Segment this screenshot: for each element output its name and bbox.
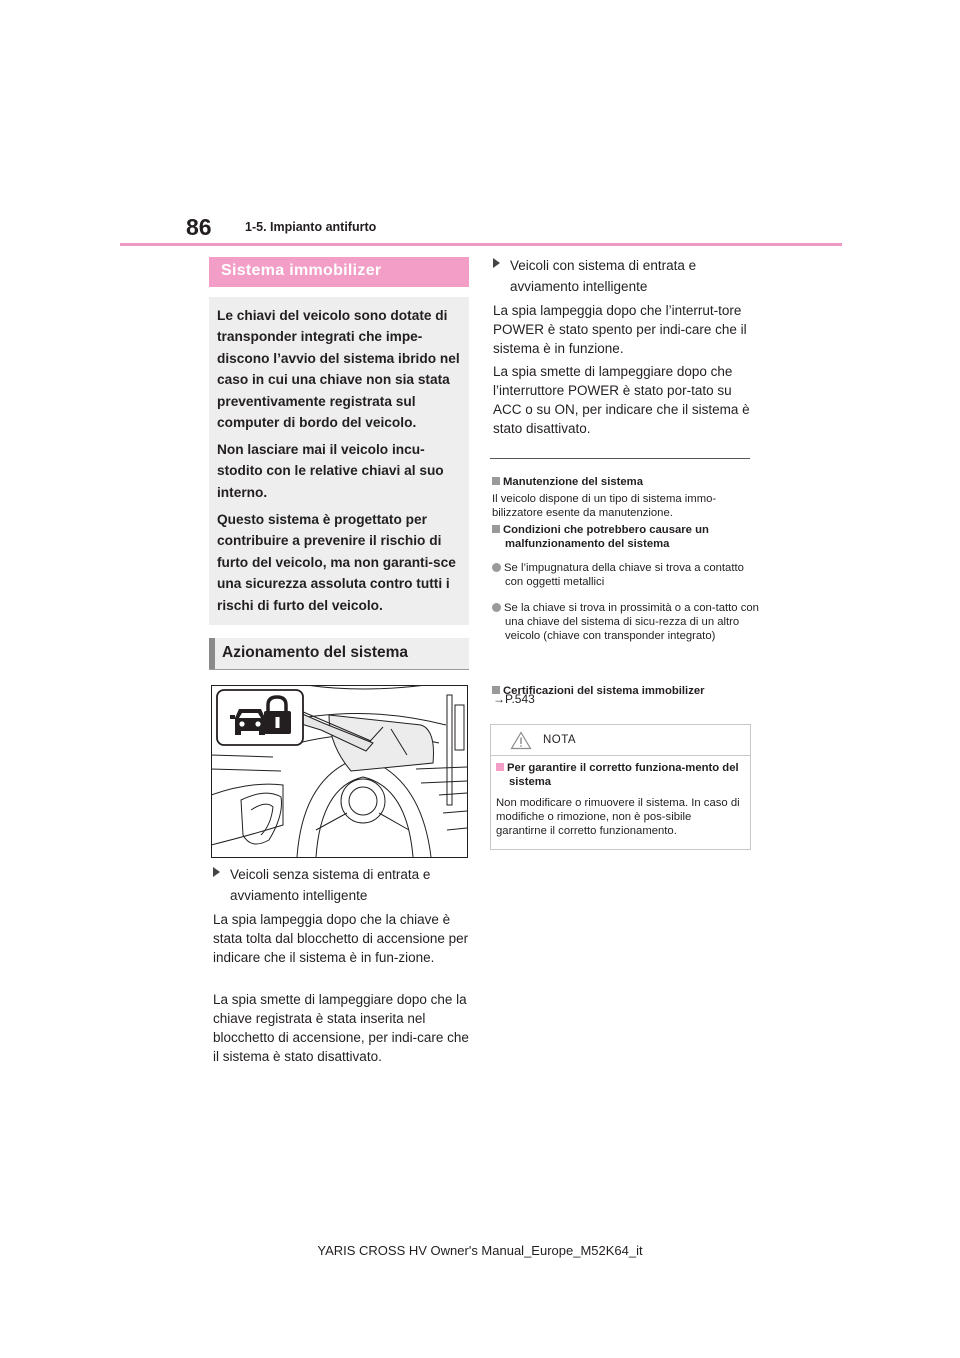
triangle-bullet-icon bbox=[213, 867, 220, 877]
intro-paragraph: Le chiavi del veicolo sono dotate di transponder integrati che impe-discono l’avvio del sistema ibrido nel caso in cui una chiave non sia stata preventivamente registrata sul computer di bordo del veicolo. bbox=[217, 308, 460, 431]
nota-label: NOTA bbox=[543, 734, 577, 746]
note-heading: Certificazioni del sistema immobilizer bbox=[492, 684, 750, 698]
square-bullet-icon bbox=[496, 763, 504, 771]
note-item: Se l’impugnatura della chiave si trova a contatto con oggetti metallici bbox=[492, 561, 763, 589]
note-heading: Condizioni che potrebbero causare un malfunzionamento del sistema bbox=[492, 523, 763, 551]
nota-title: Per garantire il corretto funziona-mento del sistema bbox=[496, 761, 757, 789]
square-bullet-icon bbox=[492, 525, 500, 533]
paragraph: La spia lampeggia dopo che la chiave è stata tolta dal blocchetto di accensione per indicare che il sistema è in fun-zione. bbox=[213, 912, 469, 965]
paragraph: La spia smette di lampeggiare dopo che l’interruttore POWER è stato por-tato su ACC o su ON, per indicare che il sistema è stato disattivato. bbox=[493, 364, 750, 436]
header-divider bbox=[120, 243, 842, 246]
circle-bullet-icon bbox=[492, 563, 501, 572]
dashboard-illustration bbox=[211, 685, 468, 858]
note-heading: Manutenzione del sistema bbox=[492, 475, 750, 489]
page-reference-link[interactable]: →P.543 bbox=[493, 692, 535, 706]
chapter-title: 1-5. Impianto antifurto bbox=[245, 220, 377, 234]
page-number: 86 bbox=[186, 214, 212, 240]
intro-box bbox=[209, 297, 469, 625]
square-bullet-icon bbox=[492, 477, 500, 485]
footer-text: YARIS CROSS HV Owner's Manual_Europe_M52K64_it bbox=[317, 1243, 643, 1258]
heading-accent-bar bbox=[209, 638, 215, 669]
nota-text: Non modificare o rimuovere il sistema. In caso di modifiche o rimozione, non è pos-sibile garantirne il corretto funzionamento. bbox=[496, 797, 740, 837]
variant-label: Veicoli con sistema di entrata e avviamento intelligente bbox=[493, 255, 753, 297]
paragraph: La spia lampeggia dopo che l’interrut-tore POWER è stato spento per indi-care che il sistema è in funzione. bbox=[493, 303, 747, 356]
triangle-bullet-icon bbox=[493, 258, 500, 268]
nota-box bbox=[490, 724, 751, 850]
notes-divider bbox=[490, 458, 750, 459]
section-title: Sistema immobilizer bbox=[221, 262, 382, 279]
nota-header bbox=[491, 725, 750, 756]
circle-bullet-icon bbox=[492, 603, 501, 612]
variant-label: Veicoli senza sistema di entrata e avviamento intelligente bbox=[213, 864, 471, 906]
section-title: Azionamento del sistema bbox=[222, 644, 409, 661]
note-text: Il veicolo dispone di un tipo di sistema immo-bilizzatore esente da manutenzione. bbox=[492, 493, 717, 520]
note-item: Se la chiave si trova in prossimità o a con-tatto con una chiave del sistema di sicu-rezza di un altro veicolo (chiave con transponder integrato) bbox=[492, 601, 763, 643]
paragraph: La spia smette di lampeggiare dopo che la chiave registrata è stata inserita nel blocchetto di accensione, per indi-care che il sistema è stato disattivato. bbox=[213, 992, 469, 1064]
caution-triangle-icon bbox=[510, 731, 532, 750]
section-heading-operation bbox=[209, 638, 469, 670]
intro-paragraph: Non lasciare mai il veicolo incu-stodito con le relative chiavi al suo interno. bbox=[217, 442, 444, 500]
intro-paragraph: Questo sistema è progettato per contribuire a prevenire il rischio di furto del veicolo, ma non garanti-sce una sicurezza assoluta contro tutti i rischi di furto del veicolo. bbox=[217, 512, 456, 613]
section-heading-immobilizer bbox=[209, 257, 469, 287]
